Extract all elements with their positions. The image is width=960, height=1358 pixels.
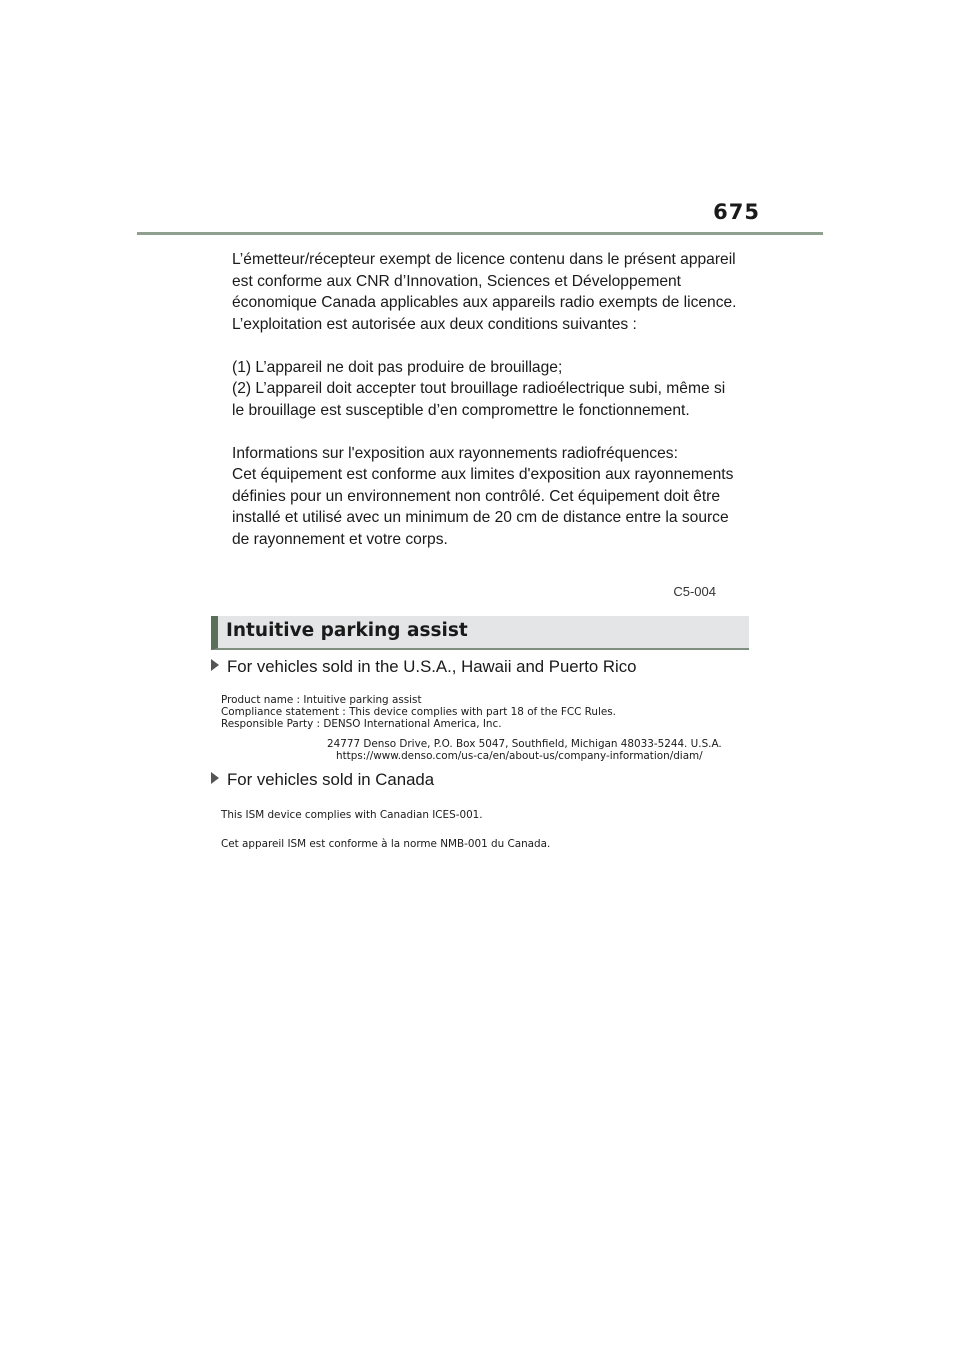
usa-heading [211,657,636,677]
canada-line-fr: Cet appareil ISM est conforme à la norme NMB-001 du Canada. [221,838,551,850]
notice-line: économique Canada applicables aux appareils radio exempts de licence. [232,294,737,311]
notice-line: est conforme aux CNR d’Innovation, Sciences et Développement [232,272,681,290]
notice-line: (2) L’appareil doit accepter tout brouillage radioélectrique subi, même si [232,380,726,397]
notice-paragraph [232,357,752,422]
header-rule [137,232,823,235]
usa-heading-text: For vehicles sold in the U.S.A., Hawaii and Puerto Rico [227,657,637,676]
notice-line: de rayonnement et votre corps. [232,530,448,548]
section-title: Intuitive parking assist [226,620,468,641]
canada-radio-notice [232,249,752,572]
address: 24777 Denso Drive, P.O. Box 5047, Southfield, Michigan 48033-5244. U.S.A. [327,738,722,750]
responsible-party: Responsible Party : DENSO International America, Inc. [221,718,502,730]
notice-line: installé et utilisé avec un minimum de 20 cm de distance entre la source [232,509,729,526]
canada-heading [211,770,434,790]
notice-line: définies pour un environnement non contrôlé. Cet équipement doit être [232,487,721,505]
notice-paragraph [232,249,752,335]
notice-line: Informations sur l'exposition aux rayonnements radiofréquences: [232,444,678,462]
compliance-statement: Compliance statement : This device complies with part 18 of the FCC Rules. [221,706,616,718]
notice-paragraph [232,443,752,551]
page-number: 675 [713,200,760,224]
notice-line: L’émetteur/récepteur exempt de licence contenu dans le présent appareil [232,251,736,268]
notice-line: le brouillage est susceptible d’en compromettre le fonctionnement. [232,401,690,419]
canada-line-en: This ISM device complies with Canadian ICES-001. [221,809,483,821]
product-name: Product name : Intuitive parking assist [221,694,422,706]
notice-line: Cet équipement est conforme aux limites d'exposition aux rayonnements [232,466,734,483]
notice-line: (1) L’appareil ne doit pas produire de brouillage; [232,358,563,376]
canada-heading-text: For vehicles sold in Canada [227,770,435,789]
notice-line: L’exploitation est autorisée aux deux conditions suivantes : [232,315,637,333]
notice-code: C5-004 [673,584,716,599]
triangle-bullet-icon [211,772,219,784]
triangle-bullet-icon [211,659,219,671]
url: https://www.denso.com/us-ca/en/about-us/company-information/diam/ [336,750,703,762]
section-header [211,616,749,650]
